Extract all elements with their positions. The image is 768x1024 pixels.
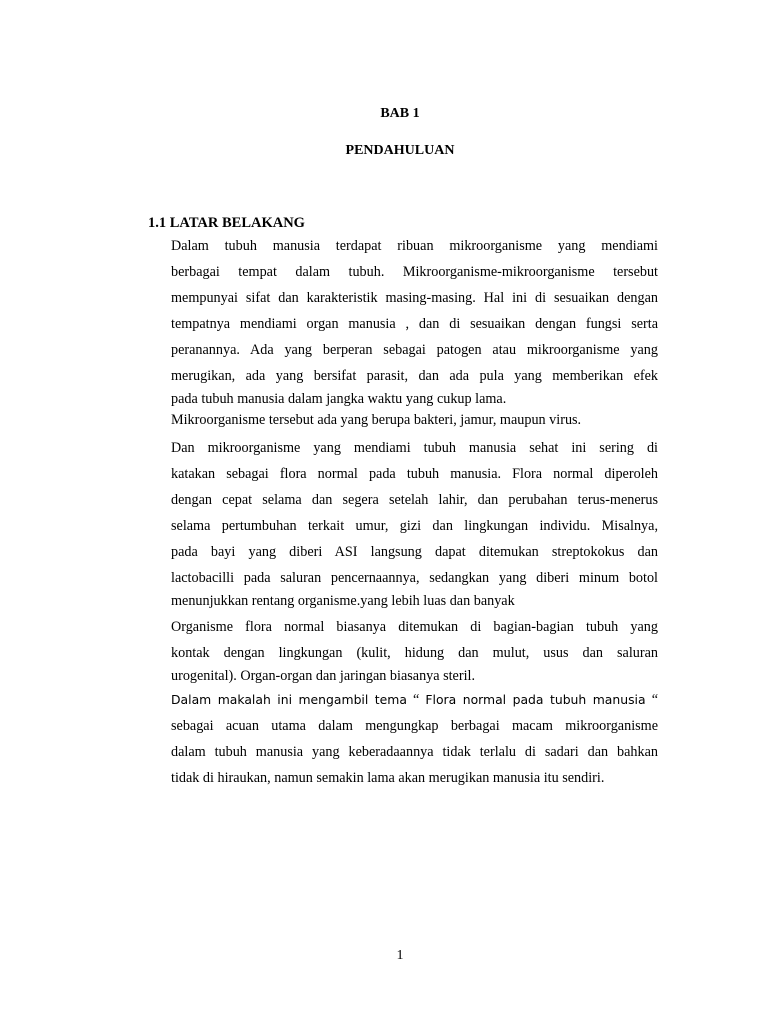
- paragraph-line: merugikan, ada yang bersifat parasit, dan ada pula yang memberikan efek: [171, 368, 658, 384]
- page-number: 1: [396, 948, 404, 963]
- paragraph-habitat: [171, 614, 658, 687]
- paragraph-line: dalam tubuh manusia yang keberadaannya tidak terlalu di sadari dan bahkan: [171, 744, 658, 760]
- paragraph-line: peranannya. Ada yang berperan sebagai patogen atau mikroorganisme yang: [171, 342, 658, 358]
- paragraph-line: menunjukkan rentang organisme.yang lebih luas dan banyak: [171, 593, 515, 609]
- theme-quote-open: “: [413, 692, 420, 708]
- paragraph-line: urogenital). Organ-organ dan jaringan biasanya steril.: [171, 668, 476, 684]
- paragraph-line: tidak di hiraukan, namun semakin lama akan merugikan manusia itu sendiri.: [171, 770, 605, 786]
- theme-prefix: Dalam makalah ini mengambil tema: [171, 692, 407, 707]
- paragraph-line: selama pertumbuhan terkait umur, gizi dan lingkungan individu. Misalnya,: [171, 518, 658, 534]
- paragraph-line: lactobacilli pada saluran pencernaannya, sedangkan yang diberi minum botol: [171, 570, 658, 586]
- paragraph-line: pada tubuh manusia dalam jangka waktu yang cukup lama.: [171, 391, 507, 407]
- paragraph-theme: [171, 687, 658, 791]
- paragraph-line: Dalam tubuh manusia terdapat ribuan mikroorganisme yang mendiami: [171, 238, 658, 254]
- paragraph-line: Mikroorganisme tersebut ada yang berupa bakteri, jamur, maupun virus.: [171, 412, 582, 428]
- paragraph-intro: [171, 233, 658, 431]
- paragraph-line: kontak dengan lingkungan (kulit, hidung dan mulut, usus dan saluran: [171, 645, 658, 661]
- paragraph-line: sebagai acuan utama dalam mengungkap berbagai macam mikroorganisme: [171, 718, 658, 734]
- theme-quote-close: “: [651, 692, 658, 708]
- theme-title: Flora normal pada tubuh manusia: [425, 692, 646, 707]
- paragraph-line: Dan mikroorganisme yang mendiami tubuh manusia sehat ini sering di: [171, 440, 658, 456]
- paragraph-flora-normal: [171, 435, 658, 612]
- paragraph-line: dengan cepat selama dan segera setelah lahir, dan perubahan terus-menerus: [171, 492, 658, 508]
- theme-line: [171, 687, 658, 713]
- paragraph-line: tempatnya mendiami organ manusia , dan di sesuaikan dengan fungsi serta: [171, 316, 658, 332]
- paragraph-line: mempunyai sifat dan karakteristik masing-masing. Hal ini di sesuaikan dengan: [171, 290, 658, 306]
- chapter-title: PENDAHULUAN: [345, 143, 455, 158]
- paragraph-line: berbagai tempat dalam tubuh. Mikroorganisme-mikroorganisme tersebut: [171, 264, 658, 280]
- paragraph-line: pada bayi yang diberi ASI langsung dapat ditemukan streptokokus dan: [171, 544, 658, 560]
- paragraph-line: Organisme flora normal biasanya ditemukan di bagian-bagian tubuh yang: [171, 619, 658, 635]
- section-heading: 1.1 LATAR BELAKANG: [148, 215, 305, 231]
- chapter-number: BAB 1: [380, 106, 420, 121]
- paragraph-line: katakan sebagai flora normal pada tubuh manusia. Flora normal diperoleh: [171, 466, 658, 482]
